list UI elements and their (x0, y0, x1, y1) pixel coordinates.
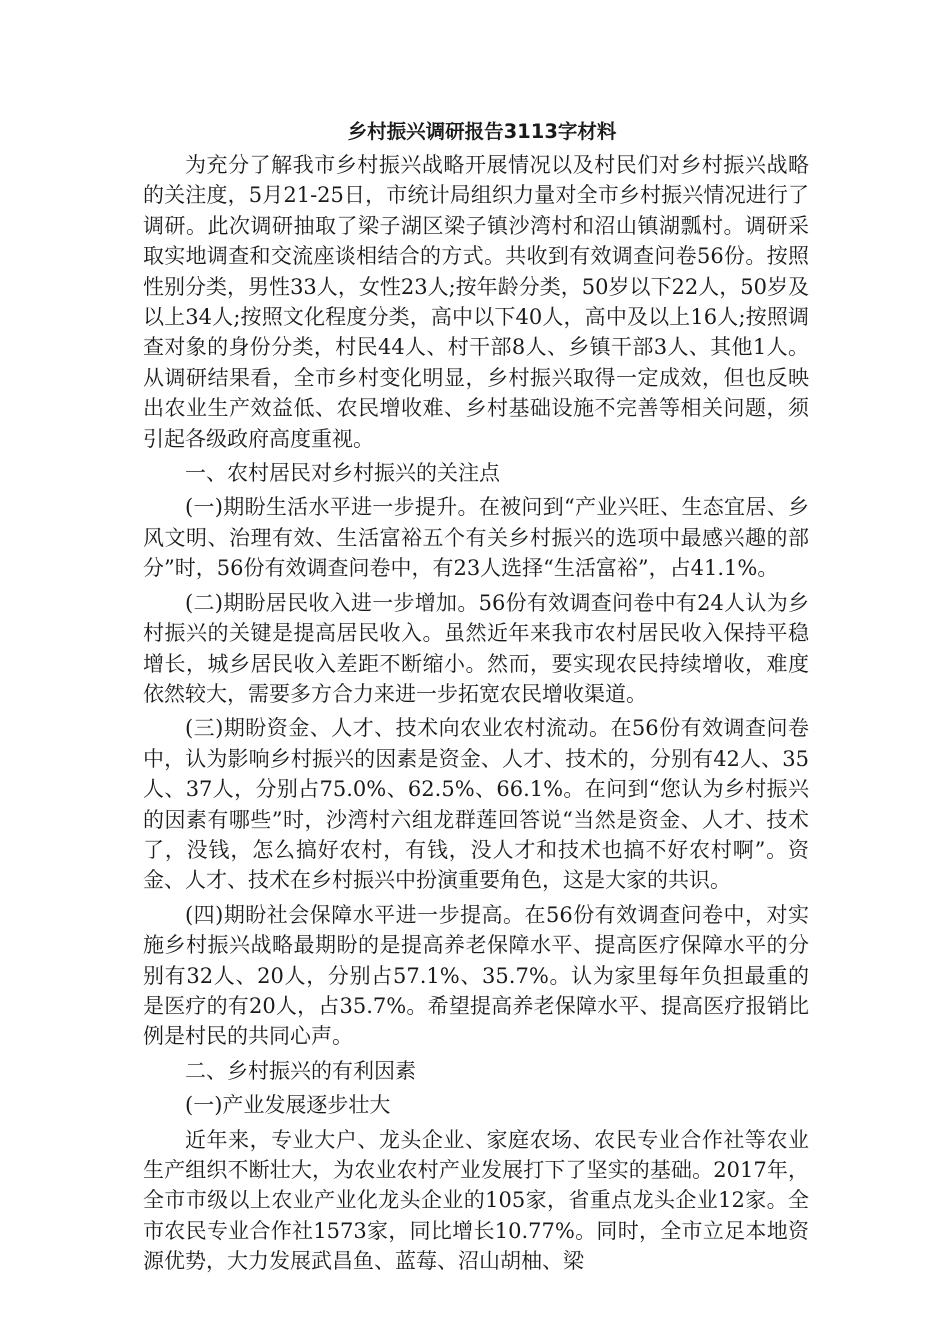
paragraph-2-1: 近年来，专业大户、龙头企业、家庭农场、农民专业合作社等农业生产组织不断壮大，为农业农村产业发展打下了坚实的基础。2017年，全市市级以上农业产业化龙头企业的105家，省重点龙头企业12家。全市农民专业合作社1573家，同比增长10.77%。同时，全市立足本地资源优势，大力发展武昌鱼、蓝莓、沼山胡柚、梁 (143, 1127, 809, 1274)
document-page (143, 118, 809, 1281)
paragraph-1-4: (四)期盼社会保障水平进一步提高。在56份有效调查问卷中，对实施乡村振兴战略最期盼的是提高养老保障水平、提高医疗保障水平的分别有32人、20人，分别占57.1%、35.7%。认为家里每年负担最重的是医疗的有20人，占35.7%。希望提高养老保障水平、提高医疗报销比例是村民的共同心声。 (143, 902, 809, 1049)
document-title: 乡村振兴调研报告3113字材料 (347, 120, 617, 143)
section-heading-1: 一、农村居民对乡村振兴的关注点 (185, 461, 500, 486)
subsection-heading-2-1: (一)产业发展逐步壮大 (185, 1093, 391, 1118)
section-heading-2: 二、乡村振兴的有利因素 (185, 1058, 416, 1083)
paragraph-intro: 为充分了解我市乡村振兴战略开展情况以及村民们对乡村振兴战略的关注度，5月21-25日，市统计局组织力量对全市乡村振兴情况进行了调研。此次调研抽取了梁子湖区梁子镇沙湾村和沼山镇湖瓢村。调研采取实地调查和交流座谈相结合的方式。共收到有效调查问卷56份。按照性别分类，男性33人，女性23人;按年龄分类，50岁以下22人，50岁及以上34人;按照文化程度分类，高中以下40人，高中及以上16人;按照调查对象的身份分类，村民44人、村干部8人、乡镇干部3人、其他1人。从调研结果看，全市乡村变化明显，乡村振兴取得一定成效，但也反映出农业生产效益低、农民增收难、乡村基础设施不完善等相关问题，须引起各级政府高度重视。 (143, 153, 809, 451)
paragraph-1-2: (二)期盼居民收入进一步增加。56份有效调查问卷中有24人认为乡村振兴的关键是提高居民收入。虽然近年来我市农村居民收入保持平稳增长，城乡居民收入差距不断缩小。然而，要实现农民持续增收，难度依然较大，需要多方合力来进一步拓宽农民增收渠道。 (143, 590, 809, 706)
paragraph-1-1: (一)期盼生活水平进一步提升。在被问到“产业兴旺、生态宜居、乡风文明、治理有效、生活富裕五个有关乡村振兴的选项中最感兴趣的部分”时，56份有效调查问卷中，有23人选择“生活富裕”，占41.1%。 (143, 495, 809, 581)
paragraph-1-3: (三)期盼资金、人才、技术向农业农村流动。在56份有效调查问卷中，认为影响乡村振兴的因素是资金、人才、技术的，分别有42人、35人、37人，分别占75.0%、62.5%、66.1%。在问到“您认为乡村振兴的因素有哪些”时，沙湾村六组龙群莲回答说“当然是资金、人才、技术了，没钱，怎么搞好农村，有钱，没人才和技术也搞不好农村啊”。资金、人才、技术在乡村振兴中扮演重要角色，这是大家的共识。 (143, 716, 809, 893)
